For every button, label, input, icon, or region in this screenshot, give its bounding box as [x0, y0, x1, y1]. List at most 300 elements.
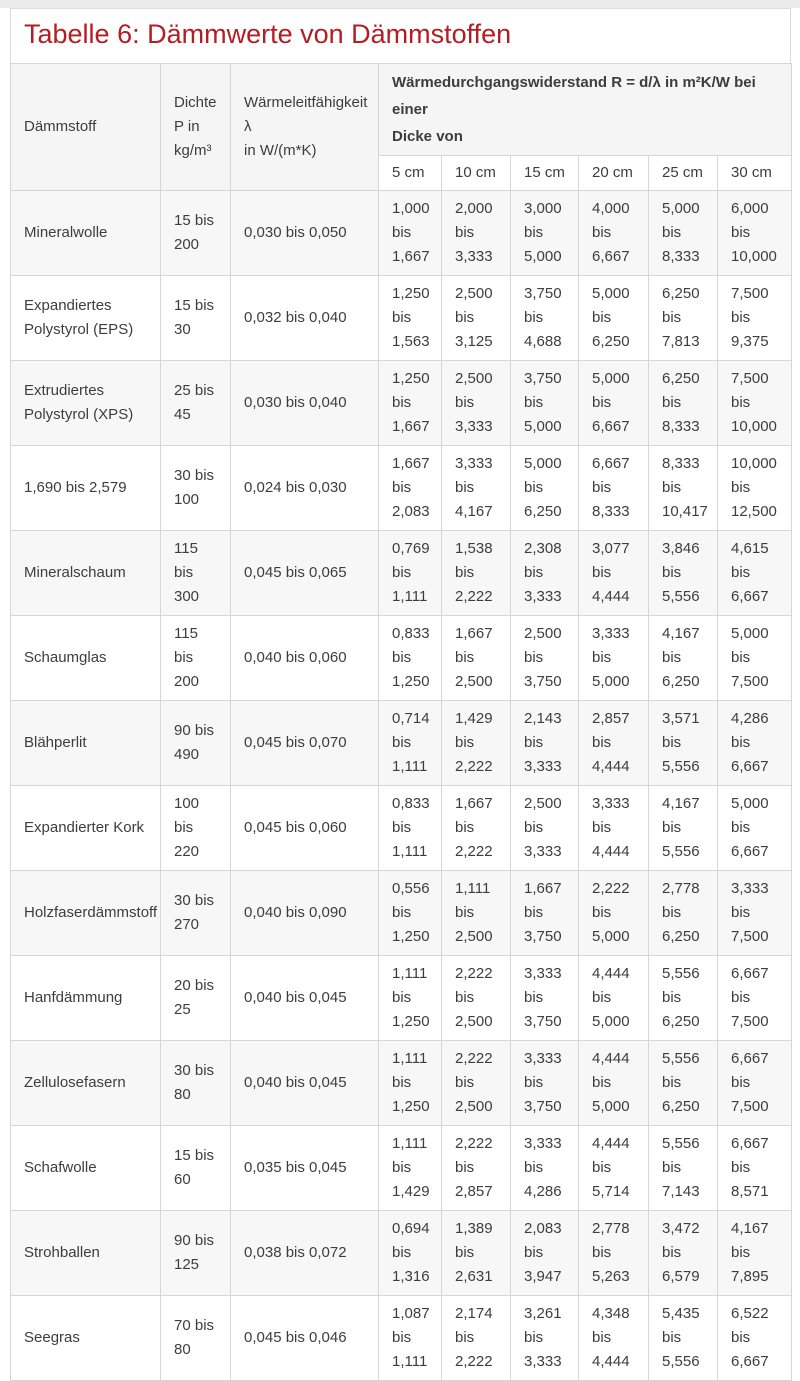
r-min: 1,111: [392, 1050, 428, 1067]
r-max: 2,222: [455, 758, 493, 775]
r-separator: bis: [731, 1074, 751, 1091]
r-min: 5,000: [592, 370, 630, 387]
r-min: 7,500: [731, 285, 769, 302]
r-max: 6,667: [731, 1353, 769, 1370]
r-max: 2,500: [455, 928, 493, 945]
r-separator: bis: [662, 989, 682, 1006]
density-min: 15 bis: [174, 297, 215, 314]
r-max: 6,667: [731, 758, 769, 775]
cell-material: Strohballen: [11, 1211, 161, 1296]
r-max: 5,556: [662, 1353, 700, 1370]
r-separator: bis: [392, 819, 412, 836]
r-min: 1,111: [455, 880, 491, 897]
density-min: 90 bis: [174, 1232, 215, 1249]
r-min: 3,571: [662, 710, 700, 727]
r-max: 8,333: [662, 248, 700, 265]
cell-r-25cm: [649, 616, 718, 701]
cell-lambda: 0,040 bis 0,045: [231, 956, 379, 1041]
cell-density: [161, 446, 231, 531]
density-min: 90 bis: [174, 722, 215, 739]
r-max: 7,500: [731, 673, 769, 690]
r-separator: bis: [455, 904, 475, 921]
r-separator: bis: [392, 564, 412, 581]
cell-r-10cm: [442, 1126, 511, 1211]
cell-r-25cm: [649, 191, 718, 276]
r-separator: bis: [662, 224, 682, 241]
cell-density: [161, 276, 231, 361]
r-min: 3,000: [524, 200, 562, 217]
r-separator: bis: [524, 394, 544, 411]
cell-r-30cm: [718, 1296, 792, 1381]
cell-r-15cm: [511, 276, 579, 361]
r-max: 3,750: [524, 1098, 562, 1115]
r-min: 2,222: [455, 1050, 493, 1067]
r-min: 2,500: [524, 795, 562, 812]
table-body: [11, 191, 792, 1381]
r-max: 2,631: [455, 1268, 493, 1285]
cell-r-30cm: [718, 956, 792, 1041]
r-max: 8,571: [731, 1183, 769, 1200]
r-separator: bis: [392, 734, 412, 751]
r-separator: bis: [455, 394, 475, 411]
r-min: 4,286: [731, 710, 769, 727]
r-max: 5,263: [592, 1268, 630, 1285]
cell-r-20cm: [579, 956, 649, 1041]
r-max: 5,556: [662, 758, 700, 775]
cell-r-10cm: [442, 531, 511, 616]
cell-r-30cm: [718, 276, 792, 361]
cell-lambda: 0,030 bis 0,040: [231, 361, 379, 446]
r-separator: bis: [731, 1329, 751, 1346]
r-max: 2,222: [455, 1353, 493, 1370]
cell-density: [161, 701, 231, 786]
cell-r-30cm: [718, 701, 792, 786]
r-separator: bis: [524, 224, 544, 241]
r-min: 3,333: [524, 1135, 562, 1152]
r-min: 2,143: [524, 710, 562, 727]
r-min: 1,250: [392, 370, 430, 387]
cell-r-5cm: [379, 446, 442, 531]
r-max: 12,500: [731, 503, 777, 520]
table-row: [11, 1296, 792, 1381]
cell-r-20cm: [579, 1211, 649, 1296]
cell-r-10cm: [442, 956, 511, 1041]
r-max: 4,444: [592, 843, 630, 860]
r-min: 2,222: [455, 965, 493, 982]
r-separator: bis: [592, 224, 612, 241]
r-separator: bis: [662, 734, 682, 751]
cell-density: [161, 1296, 231, 1381]
r-max: 6,667: [731, 588, 769, 605]
insulation-table-widget: [10, 8, 791, 1381]
r-min: 2,308: [524, 540, 562, 557]
r-separator: bis: [731, 989, 751, 1006]
cell-r-25cm: [649, 1296, 718, 1381]
cell-r-10cm: [442, 871, 511, 956]
r-max: 5,000: [592, 1098, 630, 1115]
table-header: [11, 64, 792, 191]
r-min: 6,667: [731, 1135, 769, 1152]
r-separator: bis: [731, 479, 751, 496]
r-separator: bis: [662, 394, 682, 411]
r-max: 3,333: [455, 418, 493, 435]
r-separator: bis: [455, 224, 475, 241]
r-max: 4,444: [592, 588, 630, 605]
r-separator: bis: [392, 1074, 412, 1091]
table-row: [11, 446, 792, 531]
r-min: 3,077: [592, 540, 630, 557]
r-separator: bis: [392, 479, 412, 496]
r-max: 3,333: [524, 758, 562, 775]
cell-material: Schaumglas: [11, 616, 161, 701]
r-min: 8,333: [662, 455, 700, 472]
r-separator: bis: [592, 734, 612, 751]
r-min: 2,500: [455, 285, 493, 302]
cell-r-25cm: [649, 1211, 718, 1296]
cell-r-15cm: [511, 446, 579, 531]
r-max: 2,857: [455, 1183, 493, 1200]
r-min: 2,174: [455, 1305, 493, 1322]
r-min: 5,000: [731, 795, 769, 812]
r-max: 6,579: [662, 1268, 700, 1285]
r-max: 6,250: [662, 673, 700, 690]
cell-r-5cm: [379, 191, 442, 276]
r-min: 6,522: [731, 1305, 769, 1322]
density-max: 125: [174, 1256, 200, 1273]
r-max: 4,688: [524, 333, 562, 350]
cell-r-20cm: [579, 1126, 649, 1211]
table-row: [11, 701, 792, 786]
r-min: 2,083: [524, 1220, 562, 1237]
r-max: 3,333: [455, 248, 493, 265]
r-min: 1,667: [455, 625, 493, 642]
cell-r-20cm: [579, 361, 649, 446]
r-separator: bis: [455, 479, 475, 496]
r-min: 3,333: [592, 625, 630, 642]
r-min: 4,167: [662, 625, 700, 642]
r-min: 1,667: [455, 795, 493, 812]
cell-r-15cm: [511, 616, 579, 701]
r-max: 9,375: [731, 333, 769, 350]
r-max: 1,563: [392, 333, 430, 350]
r-min: 0,714: [392, 710, 430, 727]
cell-material: Mineralwolle: [11, 191, 161, 276]
cell-material: Mineralschaum: [11, 531, 161, 616]
r-separator: bis: [392, 649, 412, 666]
r-max: 3,750: [524, 1013, 562, 1030]
cell-lambda: 0,045 bis 0,060: [231, 786, 379, 871]
r-min: 6,667: [731, 1050, 769, 1067]
cell-lambda: 0,040 bis 0,045: [231, 1041, 379, 1126]
cell-material: Blähperlit: [11, 701, 161, 786]
cell-density: [161, 956, 231, 1041]
cell-material: Expandierter Kork: [11, 786, 161, 871]
r-max: 5,000: [524, 248, 562, 265]
cell-r-25cm: [649, 786, 718, 871]
r-separator: bis: [662, 1074, 682, 1091]
r-min: 3,472: [662, 1220, 700, 1237]
r-min: 1,087: [392, 1305, 430, 1322]
r-min: 6,667: [731, 965, 769, 982]
cell-r-10cm: [442, 361, 511, 446]
header-row-main: [11, 64, 792, 156]
cell-lambda: 0,045 bis 0,065: [231, 531, 379, 616]
col-header-dichte-line: Dichte: [174, 94, 217, 111]
r-min: 5,556: [662, 1050, 700, 1067]
cell-density: [161, 531, 231, 616]
r-min: 4,167: [662, 795, 700, 812]
cell-r-5cm: [379, 956, 442, 1041]
col-header-waermeleitfaehigkeit: [231, 64, 379, 191]
r-separator: bis: [731, 904, 751, 921]
cell-r-5cm: [379, 1041, 442, 1126]
cell-r-30cm: [718, 1126, 792, 1211]
r-separator: bis: [524, 819, 544, 836]
r-separator: bis: [662, 309, 682, 326]
cell-lambda: 0,045 bis 0,070: [231, 701, 379, 786]
r-max: 4,444: [592, 1353, 630, 1370]
r-max: 6,250: [524, 503, 562, 520]
cell-r-5cm: [379, 1296, 442, 1381]
density-min: 15 bis: [174, 1147, 215, 1164]
r-min: 3,846: [662, 540, 700, 557]
r-separator: bis: [455, 649, 475, 666]
cell-r-15cm: [511, 1211, 579, 1296]
density-max: 80: [174, 1341, 191, 1358]
r-max: 10,000: [731, 248, 777, 265]
cell-lambda: 0,045 bis 0,046: [231, 1296, 379, 1381]
cell-lambda: 0,030 bis 0,050: [231, 191, 379, 276]
cell-material: Seegras: [11, 1296, 161, 1381]
table-row: [11, 276, 792, 361]
r-separator: bis: [592, 309, 612, 326]
r-max: 1,667: [392, 248, 430, 265]
r-separator: bis: [455, 1074, 475, 1091]
r-min: 3,333: [731, 880, 769, 897]
r-separator: bis: [662, 819, 682, 836]
r-separator: bis: [731, 819, 751, 836]
cell-r-30cm: [718, 361, 792, 446]
cell-r-25cm: [649, 701, 718, 786]
cell-r-30cm: [718, 1211, 792, 1296]
r-min: 2,222: [455, 1135, 493, 1152]
r-separator: bis: [392, 1329, 412, 1346]
cell-r-5cm: [379, 616, 442, 701]
cell-r-15cm: [511, 786, 579, 871]
cell-density: [161, 786, 231, 871]
density-min: 70 bis: [174, 1317, 215, 1334]
r-max: 1,111: [392, 1353, 428, 1370]
cell-r-20cm: [579, 871, 649, 956]
r-separator: bis: [592, 1244, 612, 1261]
cell-material: 1,690 bis 2,579: [11, 446, 161, 531]
r-max: 2,222: [455, 843, 493, 860]
r-max: 3,750: [524, 928, 562, 945]
r-separator: bis: [524, 1159, 544, 1176]
r-separator: bis: [392, 989, 412, 1006]
r-max: 3,750: [524, 673, 562, 690]
cell-r-15cm: [511, 956, 579, 1041]
cell-r-15cm: [511, 1041, 579, 1126]
r-separator: bis: [455, 989, 475, 1006]
col-header-waermeleitfaehigkeit-line: Wärmeleitfähigkeit λ: [244, 94, 368, 135]
cell-material: Hanfdämmung: [11, 956, 161, 1041]
r-max: 3,125: [455, 333, 493, 350]
r-separator: bis: [731, 564, 751, 581]
r-min: 3,261: [524, 1305, 562, 1322]
r-separator: bis: [592, 904, 612, 921]
r-separator: bis: [731, 1244, 751, 1261]
r-min: 5,435: [662, 1305, 700, 1322]
r-separator: bis: [392, 1244, 412, 1261]
cell-r-10cm: [442, 276, 511, 361]
r-min: 1,000: [392, 200, 430, 217]
density-max: 30: [174, 321, 191, 338]
r-min: 2,500: [524, 625, 562, 642]
table-row: [11, 956, 792, 1041]
r-max: 4,444: [592, 758, 630, 775]
cell-r-25cm: [649, 1041, 718, 1126]
cell-material: Schafwolle: [11, 1126, 161, 1211]
col-header-dichte: [161, 64, 231, 191]
table-row: [11, 361, 792, 446]
cell-r-20cm: [579, 276, 649, 361]
r-separator: bis: [662, 904, 682, 921]
r-min: 3,750: [524, 285, 562, 302]
r-max: 2,500: [455, 1013, 493, 1030]
col-header-group-line: Wärmedurchgangswiderstand R = d/λ in m²K/W bei einer: [392, 74, 756, 118]
r-min: 5,000: [524, 455, 562, 472]
r-min: 6,250: [662, 370, 700, 387]
r-min: 1,389: [455, 1220, 493, 1237]
r-max: 5,000: [592, 673, 630, 690]
table-row: [11, 786, 792, 871]
cell-r-25cm: [649, 1126, 718, 1211]
cell-r-5cm: [379, 871, 442, 956]
r-separator: bis: [455, 1244, 475, 1261]
r-min: 1,429: [455, 710, 493, 727]
cell-r-15cm: [511, 361, 579, 446]
col-header-daemmstoff: Dämmstoff: [11, 64, 161, 191]
r-separator: bis: [662, 1244, 682, 1261]
cell-r-5cm: [379, 1211, 442, 1296]
r-min: 2,778: [592, 1220, 630, 1237]
r-max: 1,250: [392, 1098, 430, 1115]
density-max: 200: [174, 673, 200, 690]
col-header-thickness-20cm: 20 cm: [579, 156, 649, 191]
col-header-thickness-15cm: 15 cm: [511, 156, 579, 191]
density-max: 100: [174, 491, 200, 508]
r-min: 1,250: [392, 285, 430, 302]
r-max: 1,250: [392, 1013, 430, 1030]
r-max: 7,500: [731, 1013, 769, 1030]
density-min: 30 bis: [174, 1062, 215, 1079]
r-separator: bis: [731, 394, 751, 411]
r-min: 3,333: [524, 965, 562, 982]
r-max: 5,556: [662, 588, 700, 605]
cell-r-10cm: [442, 701, 511, 786]
r-max: 6,667: [731, 843, 769, 860]
cell-density: [161, 616, 231, 701]
r-separator: bis: [731, 734, 751, 751]
cell-r-15cm: [511, 701, 579, 786]
r-separator: bis: [662, 1329, 682, 1346]
r-separator: bis: [392, 904, 412, 921]
density-max: 270: [174, 916, 200, 933]
cell-r-20cm: [579, 786, 649, 871]
r-max: 2,222: [455, 588, 493, 605]
r-max: 6,667: [592, 418, 630, 435]
cell-r-10cm: [442, 1041, 511, 1126]
cell-r-25cm: [649, 361, 718, 446]
density-max: 490: [174, 746, 200, 763]
r-max: 8,333: [662, 418, 700, 435]
cell-r-5cm: [379, 361, 442, 446]
daemmwerte-table: [10, 63, 792, 1381]
cell-r-10cm: [442, 446, 511, 531]
col-header-group-line: Dicke von: [392, 128, 463, 145]
table-title-box: [10, 8, 791, 63]
cell-r-5cm: [379, 276, 442, 361]
r-min: 5,000: [731, 625, 769, 642]
cell-r-20cm: [579, 191, 649, 276]
r-min: 1,111: [392, 965, 428, 982]
r-min: 4,444: [592, 1135, 630, 1152]
r-max: 7,143: [662, 1183, 700, 1200]
r-separator: bis: [592, 1159, 612, 1176]
cell-r-25cm: [649, 446, 718, 531]
page-top-strip: [0, 0, 800, 8]
cell-r-15cm: [511, 871, 579, 956]
cell-r-20cm: [579, 1296, 649, 1381]
cell-r-30cm: [718, 191, 792, 276]
r-min: 2,222: [592, 880, 630, 897]
table-row: [11, 1211, 792, 1296]
r-separator: bis: [455, 1159, 475, 1176]
cell-r-10cm: [442, 1211, 511, 1296]
cell-lambda: 0,040 bis 0,090: [231, 871, 379, 956]
r-max: 7,813: [662, 333, 700, 350]
col-header-waermedurchgangswiderstand-group: [379, 64, 792, 156]
r-min: 2,500: [455, 370, 493, 387]
density-max: 80: [174, 1086, 191, 1103]
r-max: 5,556: [662, 843, 700, 860]
r-max: 3,333: [524, 588, 562, 605]
r-separator: bis: [731, 649, 751, 666]
r-min: 4,348: [592, 1305, 630, 1322]
r-separator: bis: [592, 1329, 612, 1346]
density-min: 15 bis: [174, 212, 215, 229]
r-separator: bis: [524, 1244, 544, 1261]
r-max: 3,947: [524, 1268, 562, 1285]
table-row: [11, 191, 792, 276]
r-separator: bis: [731, 1159, 751, 1176]
cell-density: [161, 191, 231, 276]
r-max: 3,333: [524, 1353, 562, 1370]
r-min: 0,833: [392, 625, 430, 642]
r-separator: bis: [524, 1329, 544, 1346]
r-min: 6,667: [592, 455, 630, 472]
cell-r-30cm: [718, 1041, 792, 1126]
density-min: 25 bis: [174, 382, 215, 399]
cell-density: [161, 871, 231, 956]
r-min: 4,615: [731, 540, 769, 557]
cell-r-20cm: [579, 1041, 649, 1126]
cell-density: [161, 1126, 231, 1211]
r-min: 6,000: [731, 200, 769, 217]
r-separator: bis: [524, 734, 544, 751]
r-separator: bis: [392, 394, 412, 411]
